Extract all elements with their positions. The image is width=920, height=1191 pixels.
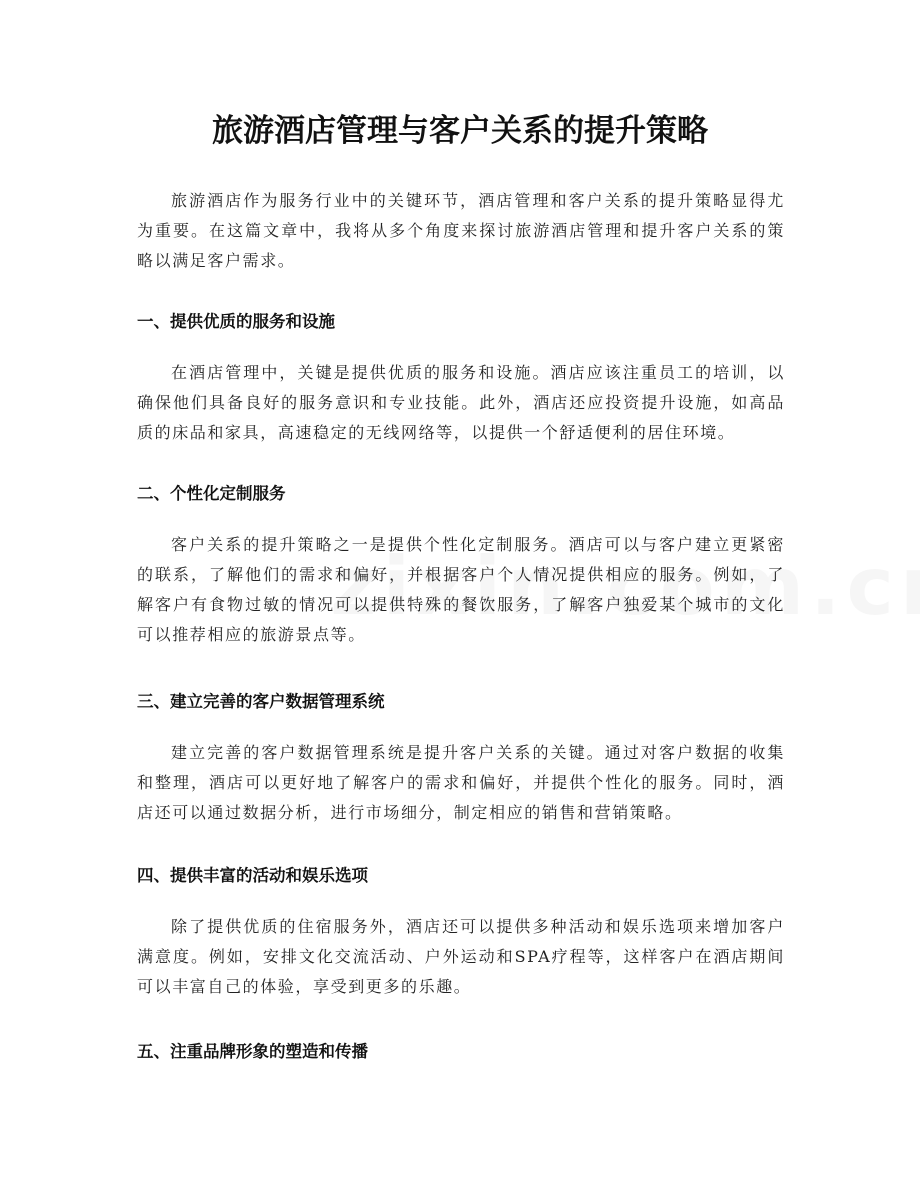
section-body-2: 客户关系的提升策略之一是提供个性化定制服务。酒店可以与客户建立更紧密的联系，了解他们的需求和偏好，并根据客户个人情况提供相应的服务。例如，了解客户有食物过敏的情况可以提供特殊的餐饮服务，了解客户独爱某个城市的文化可以推荐相应的旅游景点等。 <box>137 535 785 644</box>
section-heading-4: 四、提供丰富的活动和娱乐选项 <box>137 866 368 885</box>
section-heading-2: 二、个性化定制服务 <box>137 484 286 503</box>
section-heading-1: 一、提供优质的服务和设施 <box>137 312 335 331</box>
intro-paragraph: 旅游酒店作为服务行业中的关键环节，酒店管理和客户关系的提升策略显得尤为重要。在这篇文章中，我将从多个角度来探讨旅游酒店管理和提升客户关系的策略以满足客户需求。 <box>137 191 785 270</box>
section-body-3: 建立完善的客户数据管理系统是提升客户关系的关键。通过对客户数据的收集和整理，酒店可以更好地了解客户的需求和偏好，并提供个性化的服务。同时，酒店还可以通过数据分析，进行市场细分，制定相应的销售和营销策略。 <box>137 743 785 822</box>
section-body-1: 在酒店管理中，关键是提供优质的服务和设施。酒店应该注重员工的培训，以确保他们具备良好的服务意识和专业技能。此外，酒店还应投资提升设施，如高品质的床品和家具，高速稳定的无线网络等，以提供一个舒适便利的居住环境。 <box>137 363 785 442</box>
section-body-4: 除了提供优质的住宿服务外，酒店还可以提供多种活动和娱乐选项来增加客户满意度。例如，安排文化交流活动、户外运动和SPA疗程等，这样客户在酒店期间可以丰富自己的体验，享受到更多的乐趣。 <box>137 917 785 996</box>
document-title: 旅游酒店管理与客户关系的提升策略 <box>212 113 708 149</box>
section-heading-3: 三、建立完善的客户数据管理系统 <box>137 692 385 711</box>
section-heading-5: 五、注重品牌形象的塑造和传播 <box>137 1042 368 1061</box>
